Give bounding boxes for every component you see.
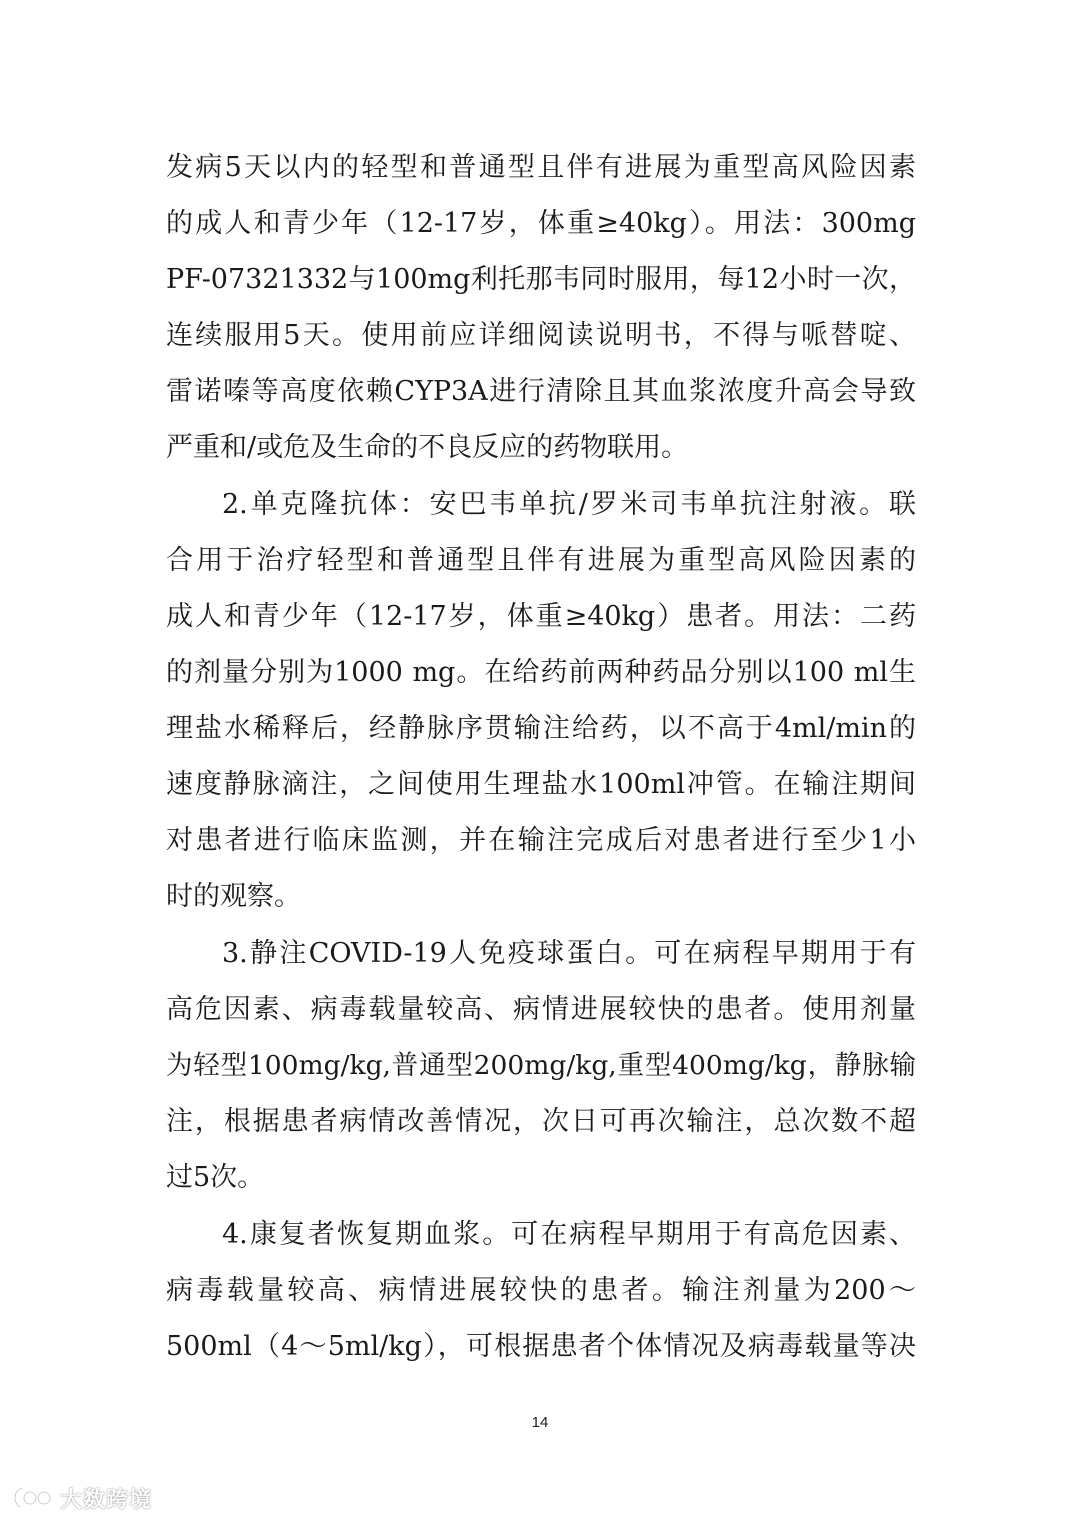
body-line: 雷诺嗪等高度依赖CYP3A进行清除且其血浆浓度升高会导致	[166, 376, 916, 407]
logo-icon	[8, 1484, 54, 1512]
body-line: 对患者进行临床监测，并在输注完成后对患者进行至少1小	[166, 825, 916, 856]
body-line: 的成人和青少年（12-17岁，体重≥40kg）。用法：300mg	[166, 208, 916, 239]
body-line: 严重和/或危及生命的不良反应的药物联用。	[166, 432, 689, 463]
body-line: 注，根据患者病情改善情况，次日可再次输注，总次数不超	[166, 1106, 916, 1137]
body-line: 过5次。	[166, 1162, 265, 1193]
body-line: 发病5天以内的轻型和普通型且伴有进展为重型高风险因素	[166, 152, 916, 183]
body-line: 连续服用5天。使用前应详细阅读说明书，不得与哌替啶、	[166, 320, 916, 351]
paragraph-first-line: 2.单克隆抗体：安巴韦单抗/罗米司韦单抗注射液。联	[222, 489, 916, 520]
body-line: 500ml（4～5ml/kg），可根据患者个体情况及病毒载量等决	[166, 1331, 916, 1362]
paragraph-first-line: 3.静注COVID-19人免疫球蛋白。可在病程早期用于有	[222, 938, 916, 969]
paragraph-first-line: 4.康复者恢复期血浆。可在病程早期用于有高危因素、	[222, 1219, 916, 1250]
body-line: 合用于治疗轻型和普通型且伴有进展为重型高风险因素的	[166, 545, 916, 576]
body-line: 时的观察。	[166, 881, 301, 912]
body-line: 的剂量分别为1000 mg。在给药前两种药品分别以100 ml生	[166, 657, 916, 688]
watermark	[8, 1480, 152, 1516]
watermark-text: 大数跨境	[60, 1487, 153, 1513]
body-line: 理盐水稀释后，经静脉序贯输注给药，以不高于4ml/min的	[166, 713, 916, 744]
body-line: 速度静脉滴注，之间使用生理盐水100ml冲管。在输注期间	[166, 769, 916, 800]
body-line: 成人和青少年（12-17岁，体重≥40kg）患者。用法：二药	[166, 601, 916, 632]
page-number: 14	[531, 1414, 549, 1431]
body-line: PF-07321332与100mg利托那韦同时服用，每12小时一次，	[166, 264, 916, 295]
body-line: 高危因素、病毒载量较高、病情进展较快的患者。使用剂量	[166, 994, 916, 1025]
body-line: 为轻型100mg/kg,普通型200mg/kg,重型400mg/kg，静脉输	[166, 1050, 916, 1081]
body-line: 病毒载量较高、病情进展较快的患者。输注剂量为200～	[166, 1275, 916, 1306]
